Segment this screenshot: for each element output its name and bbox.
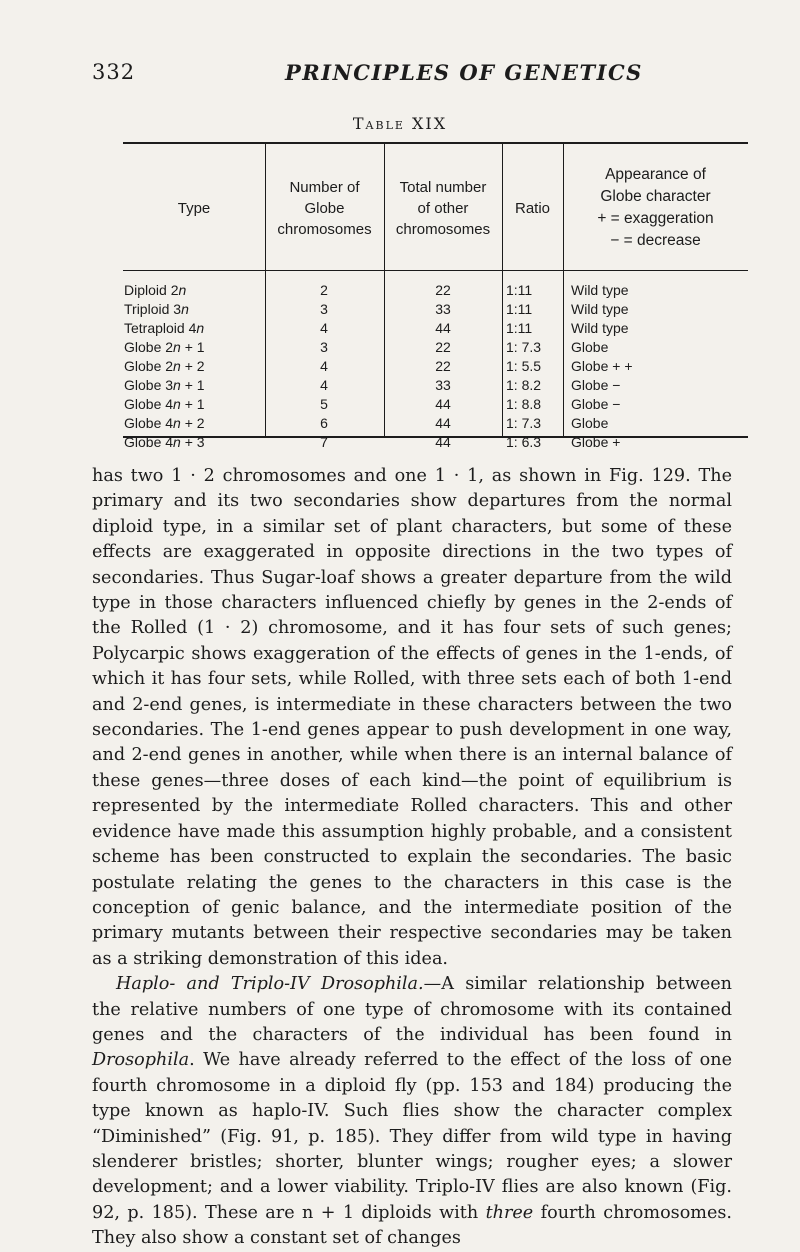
cell-globe: 4 bbox=[320, 377, 328, 393]
cell-appearance: Globe bbox=[571, 415, 609, 431]
cell-ratio: 1: 7.3 bbox=[506, 415, 542, 431]
cell-ratio: 1:11 bbox=[506, 320, 533, 336]
table-row bbox=[123, 282, 748, 301]
cell-appearance: Globe − bbox=[571, 396, 621, 412]
section-heading: Haplo- and Triplo-IV Drosophila. bbox=[116, 974, 424, 995]
table-row bbox=[123, 358, 748, 377]
cell-other: 22 bbox=[435, 358, 451, 374]
paragraph: has two 1 · 2 chromosomes and one 1 · 1, as shown in Fig. 129. The primary and its two secondaries show departures from the normal diploid type, in a similar set of plant characters, but some of these effects are exaggerated in opposite directions in the two types of secondaries. Thus Sugar-loaf shows a greater departure from the wild type in those characters influenced chiefly by genes in the 2-ends of the Rolled (1 · 2) chromosome, and it has four sets of such genes; Polycarpic shows exaggeration of the effects of genes in the 1-ends, of which it has four sets, while Rolled, with three sets each of both 1-end and 2-end genes, is intermediate in these characters between the two secondaries. The 1-end genes appear to push development in one way, and 2-end genes in another, while when there is an internal balance of these genes—three doses of each kind—the point of equilibrium is represented by the intermediate Rolled characters. This and other evidence have made this assumption highly probable, and a consistent scheme has been constructed to explain the secondaries. The basic postulate relating the genes to the characters in this case is the conception of genic balance, and the intermediate position of the primary mutants between their respective secondaries may be taken as a striking demonstration of this idea. bbox=[92, 466, 732, 969]
table-row bbox=[123, 320, 748, 339]
cell-ratio: 1: 8.2 bbox=[506, 377, 542, 393]
cell-appearance: Globe bbox=[571, 339, 609, 355]
cell-globe: 2 bbox=[320, 282, 328, 298]
cell-appearance: Wild type bbox=[571, 301, 629, 317]
header-globe-chromosomes: Number of Globe chromosomes bbox=[277, 178, 372, 238]
table-row bbox=[123, 396, 748, 415]
table-row bbox=[123, 415, 748, 434]
cell-other: 44 bbox=[435, 415, 451, 431]
cell-other: 44 bbox=[435, 396, 451, 412]
cell-globe: 3 bbox=[320, 339, 328, 355]
cell-ratio: 1: 8.8 bbox=[506, 396, 542, 412]
cell-type: Globe 2n + 1 bbox=[124, 339, 205, 355]
table-top-rule bbox=[123, 142, 748, 144]
cell-type: Globe 2n + 2 bbox=[124, 358, 205, 374]
header-ratio: Ratio bbox=[514, 199, 551, 217]
body-text bbox=[92, 464, 732, 1252]
cell-type: Globe 3n + 1 bbox=[124, 377, 205, 393]
table-header-rule bbox=[123, 270, 748, 271]
table-title: Table XIX bbox=[352, 114, 448, 133]
header-other-chromosomes: Total number of other chromosomes bbox=[395, 178, 491, 238]
table-body bbox=[123, 282, 748, 453]
table-row bbox=[123, 339, 748, 358]
header-type: Type bbox=[177, 199, 211, 217]
table-row bbox=[123, 377, 748, 396]
cell-globe: 4 bbox=[320, 358, 328, 374]
cell-globe: 4 bbox=[320, 320, 328, 336]
running-head: PRINCIPLES OF GENETICS bbox=[285, 60, 643, 85]
cell-globe: 5 bbox=[320, 396, 328, 412]
header-appearance: Appearance of Globe character + = exaggeration − = decrease bbox=[597, 166, 714, 249]
cell-type: Globe 4n + 2 bbox=[124, 415, 205, 431]
cell-other: 22 bbox=[435, 339, 451, 355]
paragraph: Haplo- and Triplo-IV Drosophila.—A similar relationship between the relative numbers of one type of chromosome with its contained genes and the characters of the individual has been found in Drosophila. We have already referred to the effect of the loss of one fourth chromosome in a diploid fly (pp. 153 and 184) producing the type known as haplo-IV. Such flies show the character complex “Diminished” (Fig. 91, p. 185). They differ from wild type in having slenderer bristles; shorter, blunter wings; rougher eyes; a slower development; and a lower viability. Triplo-IV flies are also known (Fig. 92, p. 185). These are n + 1 diploids with three fourth chromosomes. They also show a constant set of changes bbox=[92, 974, 733, 1249]
cell-type: Globe 4n + 3 bbox=[124, 434, 205, 450]
page-number: 332 bbox=[92, 60, 136, 84]
table-row bbox=[123, 434, 748, 453]
cell-other: 44 bbox=[435, 434, 451, 450]
cell-type: Globe 4n + 1 bbox=[124, 396, 205, 412]
cell-type: Tetraploid 4n bbox=[124, 320, 205, 336]
cell-appearance: Globe − bbox=[571, 377, 621, 393]
cell-globe: 3 bbox=[320, 301, 328, 317]
cell-other: 22 bbox=[435, 282, 451, 298]
cell-globe: 7 bbox=[320, 434, 328, 450]
cell-appearance: Globe + + bbox=[571, 358, 633, 374]
cell-ratio: 1: 7.3 bbox=[506, 339, 542, 355]
page-header bbox=[92, 60, 732, 90]
cell-ratio: 1:11 bbox=[506, 282, 533, 298]
cell-type: Diploid 2n bbox=[124, 282, 187, 298]
cell-other: 44 bbox=[435, 320, 451, 336]
cell-appearance: Globe + bbox=[571, 434, 621, 450]
cell-ratio: 1: 5.5 bbox=[506, 358, 542, 374]
data-table bbox=[123, 142, 748, 450]
cell-appearance: Wild type bbox=[571, 282, 629, 298]
cell-ratio: 1:11 bbox=[506, 301, 533, 317]
cell-other: 33 bbox=[435, 377, 451, 393]
table-row bbox=[123, 301, 748, 320]
cell-globe: 6 bbox=[320, 415, 328, 431]
cell-type: Triploid 3n bbox=[124, 301, 189, 317]
cell-ratio: 1: 6.3 bbox=[506, 434, 542, 450]
cell-appearance: Wild type bbox=[571, 320, 629, 336]
cell-other: 33 bbox=[435, 301, 451, 317]
